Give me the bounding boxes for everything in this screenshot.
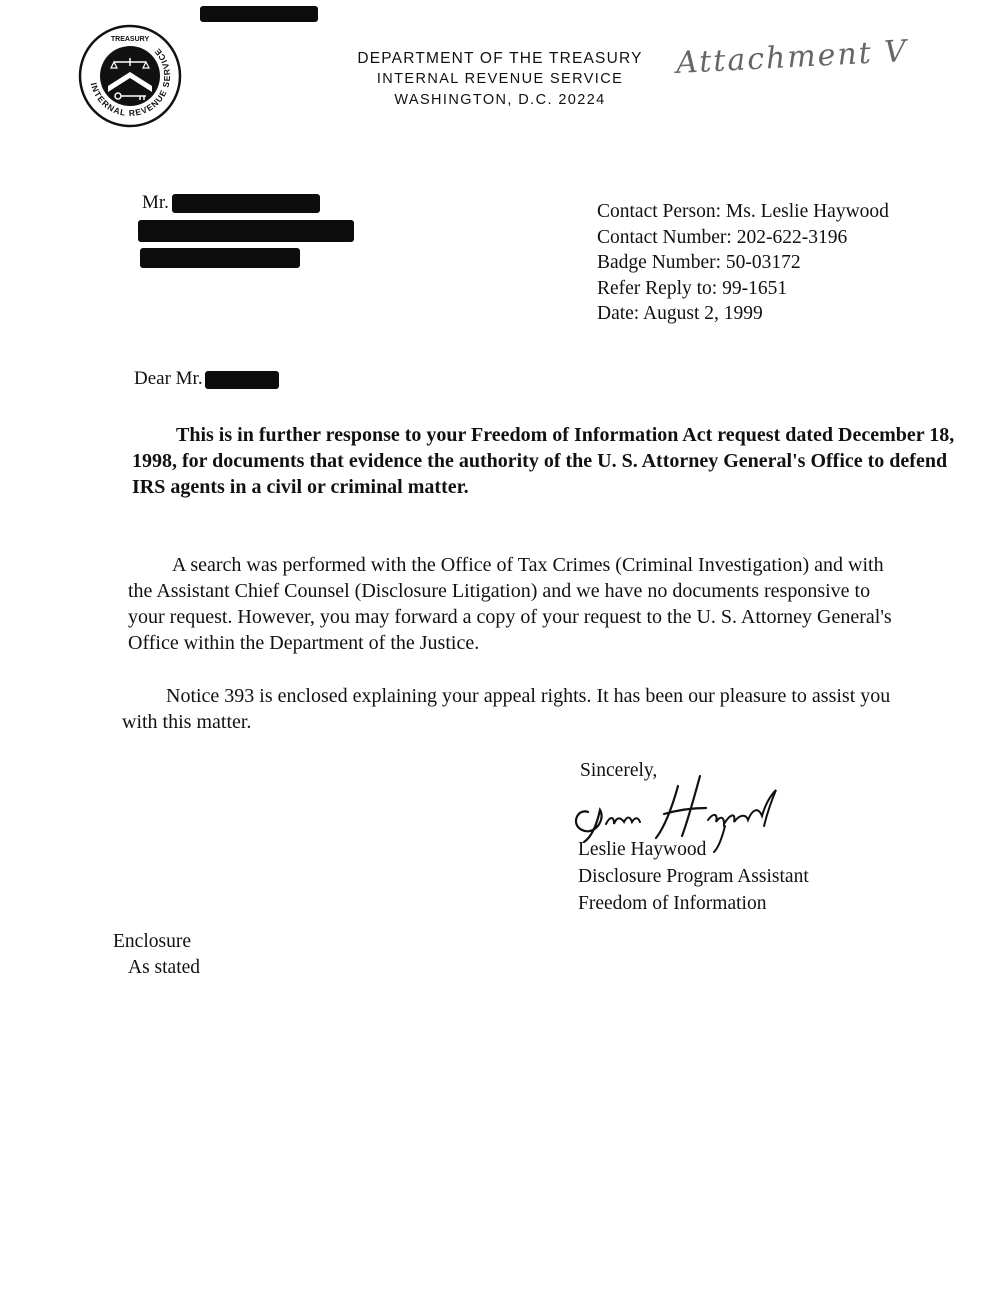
paragraph-2 [128,552,918,656]
letterhead-line1: DEPARTMENT OF THE TREASURY [357,50,643,67]
enclosure-note: As stated [128,957,201,978]
enclosure-block [113,929,200,981]
redaction-salutation-name [205,371,279,389]
redaction-recipient-address2 [140,248,300,268]
contact-person: Contact Person: Ms. Leslie Haywood [597,201,889,222]
enclosure-label: Enclosure [113,931,191,952]
redaction-recipient-address1 [138,220,354,242]
salutation: Dear Mr. [134,368,203,389]
paragraph-3-line: Notice 393 is enclosed explaining your appeal rights. It has been our pleasure to assist you [166,685,891,707]
refer-reply: Refer Reply to: 99-1651 [597,277,788,299]
closing: Sincerely, [580,760,658,781]
paragraph-2-line: A search was performed with the Office of Tax Crimes (Criminal Investigation) and with [172,554,884,576]
treasury-seal-icon [78,24,182,128]
signer-name: Leslie Haywood [578,839,707,860]
signer-office: Freedom of Information [578,893,767,914]
paragraph-1-line: IRS agents in a civil or criminal matter. [132,476,469,498]
paragraph-1-line: 1998, for documents that evidence the authority of the U. S. Attorney General's Office to defend [132,450,948,472]
paragraph-1 [132,422,955,500]
paragraph-3-line: with this matter. [122,711,252,733]
paragraph-3 [122,683,912,735]
paragraph-1-line: This is in further response to your Freedom of Information Act request dated December 18, [176,424,955,446]
redaction-bar [200,6,318,22]
letter-date: Date: August 2, 1999 [597,303,763,324]
seal-top-text: TREASURY [110,36,150,43]
paragraph-2-line: Office within the Department of the Justice. [128,632,480,654]
letterhead [330,48,670,111]
seal-ring-text: INTERNAL REVENUE SERVICE [88,45,173,119]
letterhead-line2: INTERNAL REVENUE SERVICE [376,71,624,87]
handwritten-attachment-note: Attachment V [675,33,909,82]
signer-title: Disclosure Program Assistant [578,866,809,887]
letterhead-line3: WASHINGTON, D.C. 20224 [394,92,606,108]
recipient-prefix: Mr. [142,192,169,213]
redaction-recipient-name [172,194,320,213]
signer-block [578,836,809,917]
contact-block [597,199,889,327]
badge-number: Badge Number: 50-03172 [597,252,801,273]
contact-number: Contact Number: 202-622-3196 [597,226,848,248]
paragraph-2-line: your request. However, you may forward a copy of your request to the U. S. Attorney General's [128,606,892,628]
paragraph-2-line: the Assistant Chief Counsel (Disclosure Litigation) and we have no documents responsive to [128,580,871,602]
